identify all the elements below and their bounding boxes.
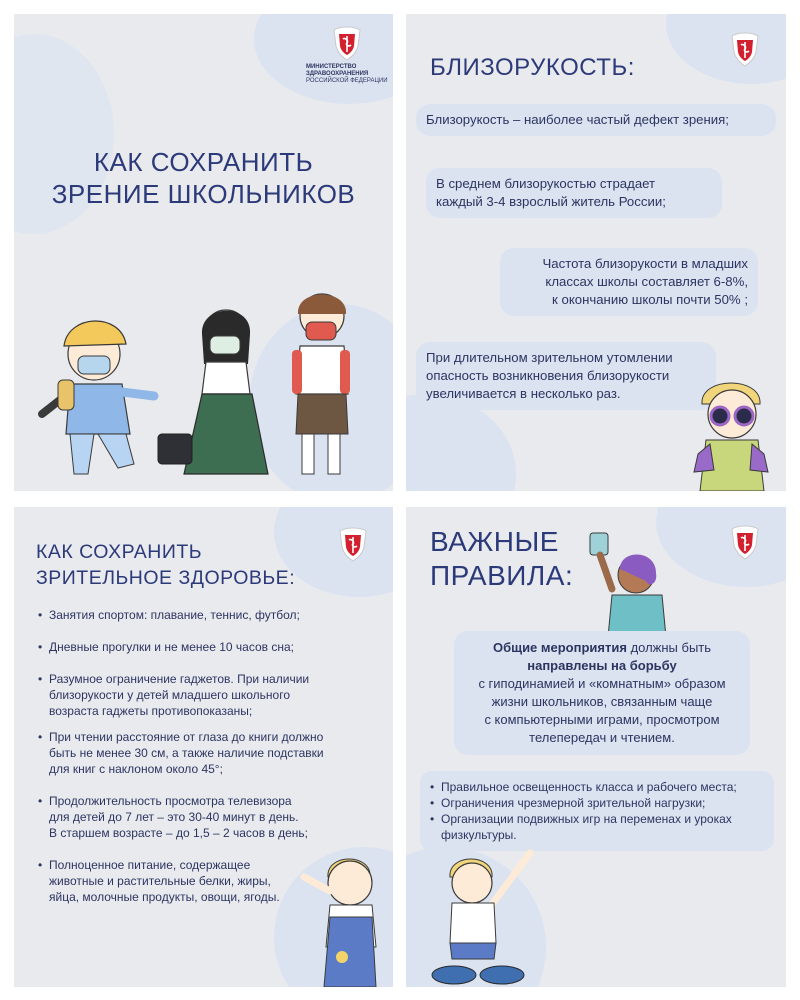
ministry-caption bbox=[306, 64, 388, 85]
fact-text: опасность возникновения близорукости bbox=[426, 368, 670, 383]
cover-panel bbox=[14, 14, 393, 491]
list-item bbox=[38, 793, 378, 841]
list-item bbox=[38, 607, 378, 623]
rules-list bbox=[430, 779, 764, 843]
fact-text: При длительном зрительном утомлении bbox=[426, 350, 673, 365]
fact-text: каждый 3-4 взрослый житель России; bbox=[436, 194, 666, 209]
title-line: ЗРЕНИЕ ШКОЛЬНИКОВ bbox=[51, 179, 356, 209]
list-item bbox=[38, 639, 378, 655]
background-blob bbox=[666, 14, 786, 84]
title-line: ЗРИТЕЛЬНОЕ ЗДОРОВЬЕ: bbox=[36, 567, 296, 589]
list-item-text: • Разумное ограничение гаджетов. При наличии bbox=[49, 672, 310, 686]
fact-text: Близорукость – наиболее частый дефект зрения; bbox=[426, 112, 729, 127]
ministry-emblem-icon bbox=[728, 523, 762, 561]
list-item-text: В старшем возрасте – до 1,5 – 2 часов в день; bbox=[49, 826, 309, 840]
section-title: БЛИЗОРУКОСТЬ: bbox=[430, 54, 635, 81]
background-blob bbox=[656, 507, 786, 587]
fact-text: увеличивается в несколько раз. bbox=[426, 386, 621, 401]
fact-text: Частота близорукости в младших bbox=[542, 256, 748, 271]
info-box bbox=[454, 631, 750, 755]
list-item bbox=[430, 795, 764, 811]
ministry-line: МИНИСТЕРСТВО bbox=[306, 64, 357, 70]
section-title bbox=[430, 525, 573, 593]
boy-on-balance-discs-illustration bbox=[420, 847, 540, 987]
title-line: КАК СОХРАНИТЬ bbox=[36, 541, 203, 563]
list-item bbox=[430, 811, 764, 843]
list-item-text: быть не менее 30 см, а также наличие подставки bbox=[49, 746, 324, 760]
ministry-emblem-icon bbox=[330, 24, 364, 62]
boy-in-overalls-illustration bbox=[300, 847, 390, 987]
list-item-text: возраста гаджеты противопоказаны; bbox=[49, 704, 253, 718]
list-item-text: для книг с наклоном около 45°; bbox=[49, 762, 223, 776]
fact-text: к окончанию школы почти 50% ; bbox=[552, 292, 748, 307]
list-item-text: • Организации подвижных игр на переменах и уроках bbox=[441, 812, 732, 826]
list-item-text: • Ограничения чрезмерной зрительной нагрузки; bbox=[441, 796, 706, 810]
info-line bbox=[464, 639, 740, 657]
title-line: КАК СОХРАНИТЬ bbox=[93, 147, 314, 177]
fact-card bbox=[416, 342, 716, 410]
page-title bbox=[14, 146, 393, 210]
section-title bbox=[36, 539, 295, 591]
info-line bbox=[464, 657, 740, 675]
list-item-text: для детей до 7 лет – это 30-40 минут в день. bbox=[49, 810, 299, 824]
fact-card bbox=[500, 248, 758, 316]
title-line: ВАЖНЫЕ bbox=[430, 526, 559, 557]
list-item-text: • Занятия спортом: плавание, теннис, футбол; bbox=[49, 608, 300, 622]
list-item-text: яйца, молочные продукты, овощи, ягоды. bbox=[49, 890, 280, 904]
ministry-emblem-icon bbox=[336, 525, 370, 563]
list-item bbox=[38, 729, 378, 777]
fact-card bbox=[416, 104, 776, 136]
eye-health-panel bbox=[14, 507, 393, 987]
ministry-line: РОССИЙСКОЙ ФЕДЕРАЦИИ bbox=[306, 78, 388, 84]
rules-panel bbox=[406, 507, 786, 987]
info-line: жизни школьников, связанным чаще bbox=[491, 694, 713, 709]
list-item-text: • Полноценное питание, содержащее bbox=[49, 858, 251, 872]
list-item-text: близорукости у детей младшего школьного bbox=[49, 688, 291, 702]
info-line: с гиподинамией и «комнатным» образом bbox=[478, 676, 726, 691]
list-item-text: физкультуры. bbox=[441, 828, 517, 842]
list-item-text: • Дневные прогулки и не менее 10 часов сна; bbox=[49, 640, 294, 654]
girl-with-glasses-illustration bbox=[688, 374, 778, 491]
fact-text: классах школы составляет 6-8%, bbox=[545, 274, 748, 289]
list-item bbox=[38, 671, 378, 719]
girl-with-book-illustration bbox=[586, 529, 666, 637]
title-line: ПРАВИЛА: bbox=[430, 560, 574, 591]
info-bold: направлены на борьбу bbox=[527, 658, 677, 673]
info-text: должны быть bbox=[626, 640, 712, 655]
ministry-line: ЗДРАВООХРАНЕНИЯ bbox=[306, 71, 369, 77]
ministry-emblem-icon bbox=[728, 30, 762, 68]
schoolchildren-illustration bbox=[34, 284, 374, 491]
list-item bbox=[430, 779, 764, 795]
myopia-panel bbox=[406, 14, 786, 491]
rules-box bbox=[420, 771, 774, 851]
list-item-text: • При чтении расстояние от глаза до книги должно bbox=[49, 730, 324, 744]
list-item-text: животные и растительные белки, жиры, bbox=[49, 874, 271, 888]
fact-card bbox=[426, 168, 722, 218]
list-item-text: • Продолжительность просмотра телевизора bbox=[49, 794, 292, 808]
info-bold: Общие мероприятия bbox=[492, 640, 627, 655]
background-blob bbox=[254, 14, 393, 104]
info-line: телепередач и чтением. bbox=[529, 730, 675, 745]
fact-text: В среднем близорукостью страдает bbox=[436, 176, 656, 191]
info-line: с компьютерными играми, просмотром bbox=[484, 712, 720, 727]
list-item-text: • Правильное освещенность класса и рабочего места; bbox=[441, 780, 737, 794]
